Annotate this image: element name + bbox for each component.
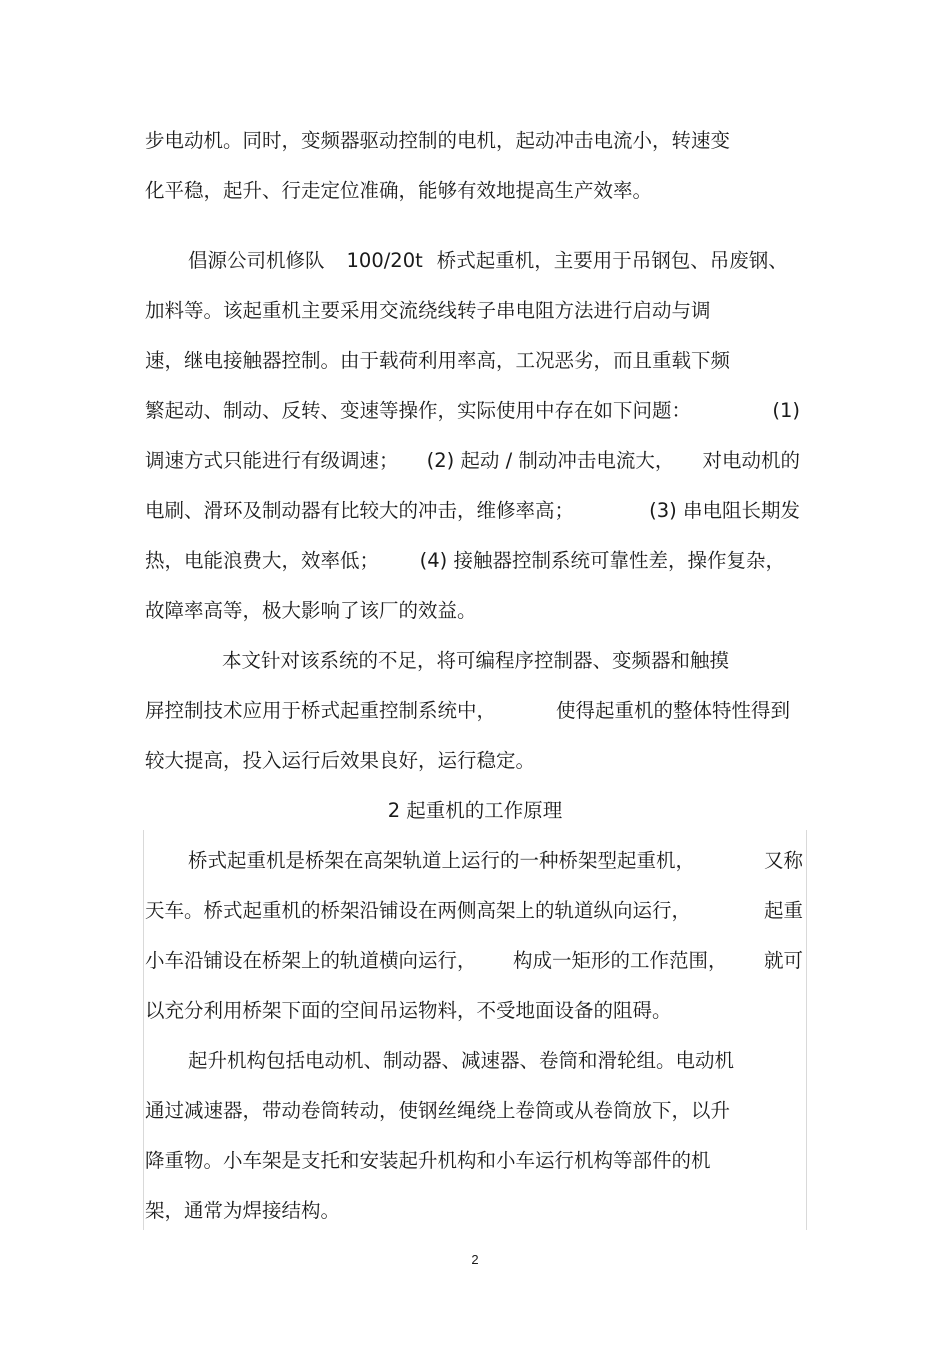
frame-right-rule <box>806 830 807 1230</box>
text-segment: 繁起动、制动、反转、变速等操作，实际使用中存在如下问题： <box>145 399 692 422</box>
paragraph-5-line-4: 架，通常为焊接结构。 <box>145 1199 341 1222</box>
text-segment: 使得起重机的整体特性得到 <box>555 699 790 722</box>
text-segment: 电刷、滑环及制动器有比较大的冲击，维修率高； <box>145 499 575 522</box>
text-segment: 构成一矩形的工作范围， <box>512 949 728 972</box>
text-segment: (4) 接触器控制系统可靠性差，操作复杂， <box>419 549 785 572</box>
paragraph-2-line-4 <box>145 398 800 424</box>
paragraph-2-line-6 <box>145 498 800 524</box>
paragraph-3-line-1: 本文针对该系统的不足，将可编程序控制器、变频器和触摸 <box>222 649 730 672</box>
text-segment: 屏控制技术应用于桥式起重控制系统中， <box>145 699 497 722</box>
text-segment: 起重 <box>763 899 803 922</box>
text-segment: 天车。桥式起重机的桥架沿铺设在两侧高架上的轨道纵向运行， <box>145 899 692 922</box>
paragraph-4-line-4: 以充分利用桥架下面的空间吊运物料，不受地面设备的阻碍。 <box>145 999 672 1022</box>
text-segment: 倡源公司机修队 <box>188 249 325 272</box>
text-segment: (1) <box>772 399 800 422</box>
paragraph-3-line-2 <box>145 698 790 724</box>
text-segment: 100/20t <box>346 249 423 272</box>
paragraph-1-line-1: 步电动机。同时，变频器驱动控制的电机，起动冲击电流小，转速变 <box>145 129 731 152</box>
text-segment: 桥式起重机是桥架在高架轨道上运行的一种桥架型起重机， <box>188 849 696 872</box>
text-segment: 热，电能浪费大，效率低； <box>145 549 380 572</box>
text-segment: 就可 <box>763 949 803 972</box>
paragraph-5-line-2: 通过减速器，带动卷筒转动，使钢丝绳绕上卷筒或从卷筒放下，以升 <box>145 1099 731 1122</box>
text-segment: 小车沿铺设在桥架上的轨道横向运行， <box>145 949 477 972</box>
paragraph-2-line-3: 速，继电接触器控制。由于载荷利用率高，工况恶劣，而且重载下频 <box>145 349 731 372</box>
text-segment: (3) 串电阻长期发 <box>649 499 800 522</box>
page-number: 2 <box>471 1252 479 1267</box>
paragraph-2-line-1 <box>188 248 788 274</box>
paragraph-1-line-2: 化平稳，起升、行走定位准确，能够有效地提高生产效率。 <box>145 179 653 202</box>
paragraph-2-line-7 <box>145 548 785 574</box>
text-segment: 调速方式只能进行有级调速； <box>145 449 399 472</box>
text-segment: 桥式起重机，主要用于吊钢包、吊废钢、 <box>436 249 788 272</box>
paragraph-2-line-2: 加料等。该起重机主要采用交流绕线转子串电阻方法进行启动与调 <box>145 299 711 322</box>
paragraph-2-line-8: 故障率高等，极大影响了该厂的效益。 <box>145 599 477 622</box>
paragraph-5-line-3: 降重物。小车架是支托和安装起升机构和小车运行机构等部件的机 <box>145 1149 711 1172</box>
paragraph-2-line-5 <box>145 448 800 474</box>
text-segment: (2) 起动 / 制动冲击电流大， <box>426 449 675 472</box>
paragraph-3-line-3: 较大提高，投入运行后效果良好，运行稳定。 <box>145 749 536 772</box>
paragraph-4-line-2 <box>145 898 803 924</box>
text-segment: 又称 <box>763 849 803 872</box>
text-segment: 对电动机的 <box>702 449 800 472</box>
paragraph-4-line-1 <box>188 848 803 874</box>
paragraph-4-line-3 <box>145 948 803 974</box>
section-heading: 2 起重机的工作原理 <box>387 799 563 822</box>
paragraph-5-line-1: 起升机构包括电动机、制动器、减速器、卷筒和滑轮组。电动机 <box>188 1049 735 1072</box>
frame-left-rule <box>143 830 144 1230</box>
